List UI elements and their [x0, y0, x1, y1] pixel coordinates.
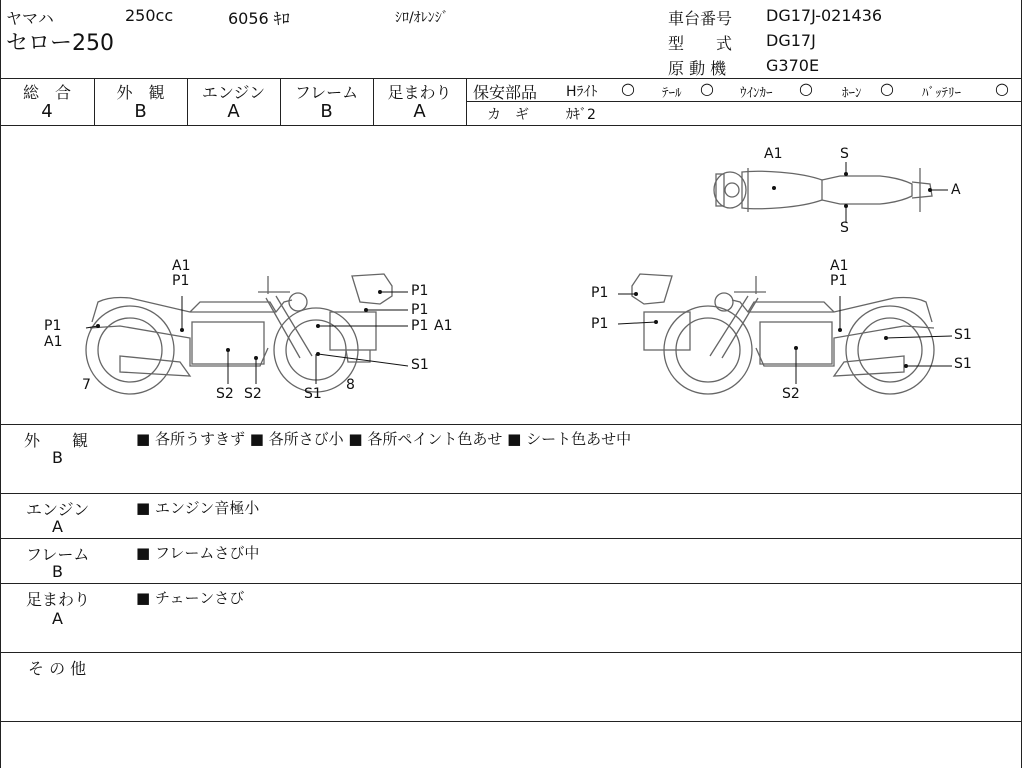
- chassis-value: DG17J-021436: [766, 6, 883, 25]
- safety-divider: [467, 101, 1022, 102]
- bike-right-view-icon: [632, 274, 934, 394]
- damage-code: A1: [434, 318, 453, 334]
- damage-code: S1: [954, 327, 972, 343]
- ok-circle-icon: ○: [700, 79, 714, 98]
- engine-grade-label: エンジン: [201, 83, 266, 102]
- bike-top-view-icon: [714, 168, 932, 212]
- suspension-grade: A: [413, 101, 426, 122]
- safety-item-hlight: Hﾗｲﾄ: [566, 84, 598, 100]
- note-text-frame: ■ フレームさび中: [136, 544, 260, 562]
- grade-table-top: [0, 78, 1022, 79]
- damage-code: S: [840, 220, 849, 236]
- overall-label: 総 合: [22, 83, 71, 102]
- note-grade-suspension: A: [52, 609, 63, 628]
- notes-divider: [0, 652, 1022, 653]
- engine-label: 原 動 機: [668, 59, 727, 78]
- damage-code: A: [951, 182, 961, 198]
- damage-code: S1: [411, 357, 429, 373]
- ok-circle-icon: ○: [799, 79, 813, 98]
- damage-code: P1: [411, 283, 429, 299]
- note-label-engine: エンジン: [26, 500, 90, 519]
- damage-code: P1: [44, 318, 62, 334]
- note-text-suspension: ■ チェーンさび: [136, 589, 245, 607]
- damage-code: A1: [830, 258, 849, 274]
- damage-code: S1: [954, 356, 972, 372]
- note-text-exterior: ■ 各所うすきず ■ 各所さび小 ■ 各所ペイント色あせ ■ シート色あせ中: [136, 430, 632, 448]
- note-label-other: そ の 他: [28, 659, 87, 678]
- note-label-frame: フレーム: [26, 545, 90, 564]
- damage-code: P1: [172, 273, 190, 289]
- ok-circle-icon: ○: [621, 79, 635, 98]
- chassis-label: 車台番号: [668, 9, 733, 28]
- ok-circle-icon: ○: [880, 79, 894, 98]
- engine-grade: A: [227, 101, 240, 122]
- damage-code: S1: [304, 386, 322, 402]
- damage-code: P1: [411, 318, 429, 334]
- grade-col-divider: [466, 78, 467, 125]
- model-name: セロー250: [6, 31, 114, 56]
- damage-code: A1: [44, 334, 63, 350]
- damage-code: P1: [411, 302, 429, 318]
- damage-code: 7: [82, 377, 91, 393]
- safety-item-tail: ﾃｰﾙ: [662, 86, 682, 101]
- note-grade-engine: A: [52, 517, 63, 536]
- color: ｼﾛ/ｵﾚﾝｼﾞ: [395, 10, 449, 26]
- frame-grade-label: フレーム: [294, 83, 359, 102]
- exterior-label: 外 観: [116, 83, 165, 102]
- notes-divider: [0, 583, 1022, 584]
- note-label-exterior: 外 観: [24, 431, 89, 450]
- damage-code: S2: [782, 386, 800, 402]
- note-label-suspension: 足まわり: [26, 590, 91, 609]
- damage-code: P1: [591, 316, 609, 332]
- damage-code: S2: [244, 386, 262, 402]
- damage-code: S2: [216, 386, 234, 402]
- safety-label: 保安部品: [473, 83, 538, 102]
- safety-item-battery: ﾊﾞｯﾃﾘｰ: [922, 86, 961, 101]
- safety-item-horn: ﾎｰﾝ: [842, 86, 862, 101]
- notes-divider: [0, 538, 1022, 539]
- damage-code: 8: [346, 377, 355, 393]
- note-text-engine: ■ エンジン音極小: [136, 499, 260, 517]
- damage-diagram: [0, 126, 1020, 424]
- displacement: 250cc: [125, 6, 174, 25]
- damage-code: S: [840, 146, 849, 162]
- diagram-bottom-line: [0, 424, 1022, 425]
- note-grade-exterior: B: [52, 448, 63, 467]
- bike-left-view-icon: [86, 274, 392, 394]
- engine-value: G370E: [766, 56, 820, 75]
- ok-circle-icon: ○: [995, 79, 1009, 98]
- key-label: カ ギ: [487, 107, 529, 123]
- type-value: DG17J: [766, 31, 816, 50]
- damage-code: A1: [764, 146, 783, 162]
- frame-grade: B: [320, 101, 333, 122]
- suspension-grade-label: 足まわり: [387, 83, 452, 102]
- exterior-grade: B: [134, 101, 147, 122]
- safety-item-winker: ｳｲﾝｶｰ: [740, 86, 773, 101]
- notes-divider: [0, 493, 1022, 494]
- notes-divider: [0, 721, 1022, 722]
- damage-code: P1: [830, 273, 848, 289]
- mileage: 6056 ｷﾛ: [228, 9, 290, 28]
- type-label: 型 式: [668, 34, 733, 53]
- damage-code: P1: [591, 285, 609, 301]
- note-grade-frame: B: [52, 562, 63, 581]
- key-value: ｶｷﾞ2: [566, 107, 596, 123]
- damage-code: A1: [172, 258, 191, 274]
- overall-grade: 4: [41, 101, 53, 122]
- maker: ヤマハ: [6, 9, 54, 28]
